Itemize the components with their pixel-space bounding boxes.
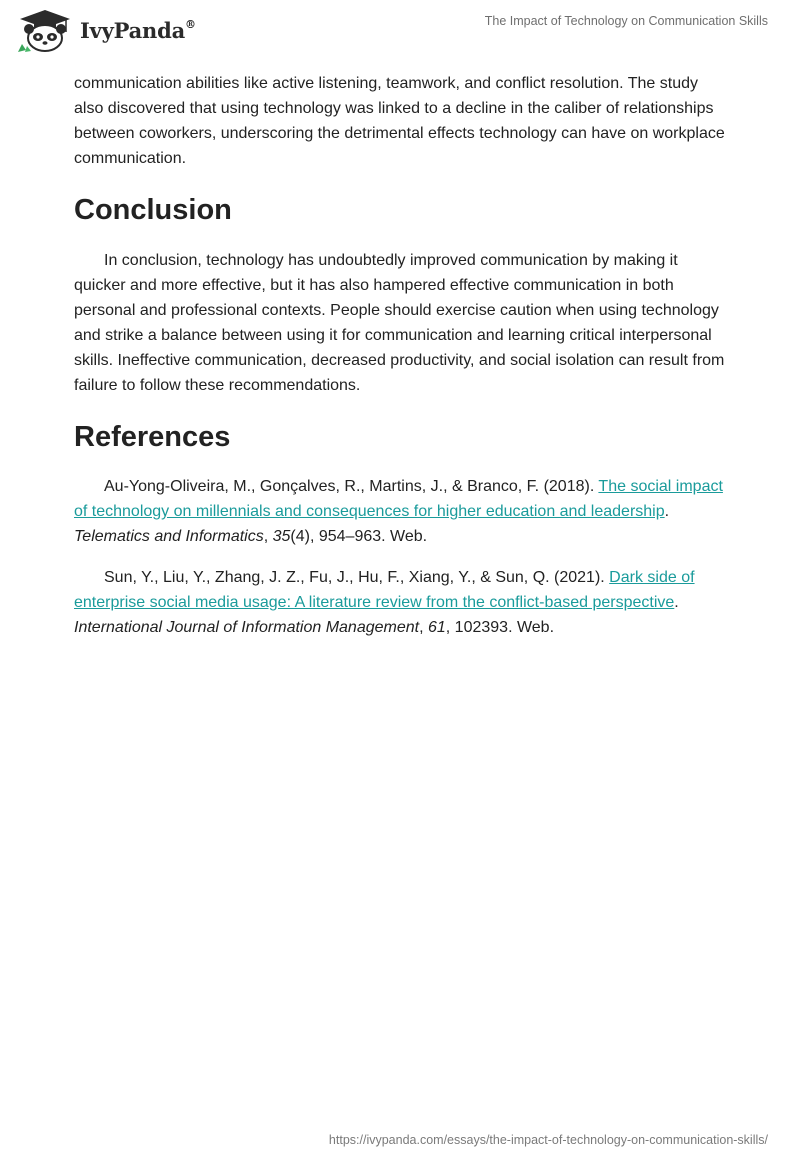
document-title: The Impact of Technology on Communication Skills bbox=[484, 14, 768, 28]
footer-url[interactable]: https://ivypanda.com/essays/the-impact-of-technology-on-communication-skills/ bbox=[328, 1133, 768, 1147]
page-header bbox=[0, 0, 800, 60]
brand-name: IvyPanda® bbox=[80, 17, 196, 43]
conclusion-heading: Conclusion bbox=[74, 194, 232, 226]
reference-link[interactable]: Dark side of enterprise social media usage: A literature review from the conflict-based perspective bbox=[74, 569, 695, 611]
intro-paragraph: communication abilities like active listening, teamwork, and conflict resolution. The study also discovered that using technology was linked to a decline in the caliber of relationships between coworkers, underscoring the detrimental effects technology can have on workplace communication. bbox=[74, 75, 725, 167]
reference-link[interactable]: The social impact of technology on millennials and consequences for higher education and leadership bbox=[74, 478, 723, 520]
panda-graduate-icon bbox=[14, 8, 76, 52]
conclusion-paragraph: In conclusion, technology has undoubtedly improved communication by making it quicker and more effective, but it has also hampered effective communication in both personal and professional contexts. People should exercise caution when using technology and strike a balance between using it for communication and learning critical interpersonal skills. Ineffective communication, decreased productivity, and social isolation can result from failure to follow these recommendations. bbox=[74, 252, 725, 394]
journal-name: International Journal of Information Management bbox=[74, 619, 420, 636]
reference-item: Au-Yong-Oliveira, M., Gonçalves, R., Martins, J., & Branco, F. (2018). The social impact of technology on millennials and consequences for higher education and leadership. Telematics and Informatics, 35(4), 954–963. Web. bbox=[74, 478, 723, 545]
journal-name: Telematics and Informatics bbox=[74, 528, 264, 545]
ivypanda-logo[interactable] bbox=[14, 8, 196, 52]
volume-number: 35 bbox=[272, 528, 291, 545]
volume-number: 61 bbox=[427, 619, 446, 636]
essay-content bbox=[74, 71, 726, 656]
references-heading: References bbox=[74, 421, 231, 453]
reference-item: Sun, Y., Liu, Y., Zhang, J. Z., Fu, J., Hu, F., Xiang, Y., & Sun, Q. (2021). Dark side of enterprise social media usage: A literature review from the conflict-based perspective. International Journal of Information Management, 61, 102393. Web. bbox=[74, 569, 695, 636]
